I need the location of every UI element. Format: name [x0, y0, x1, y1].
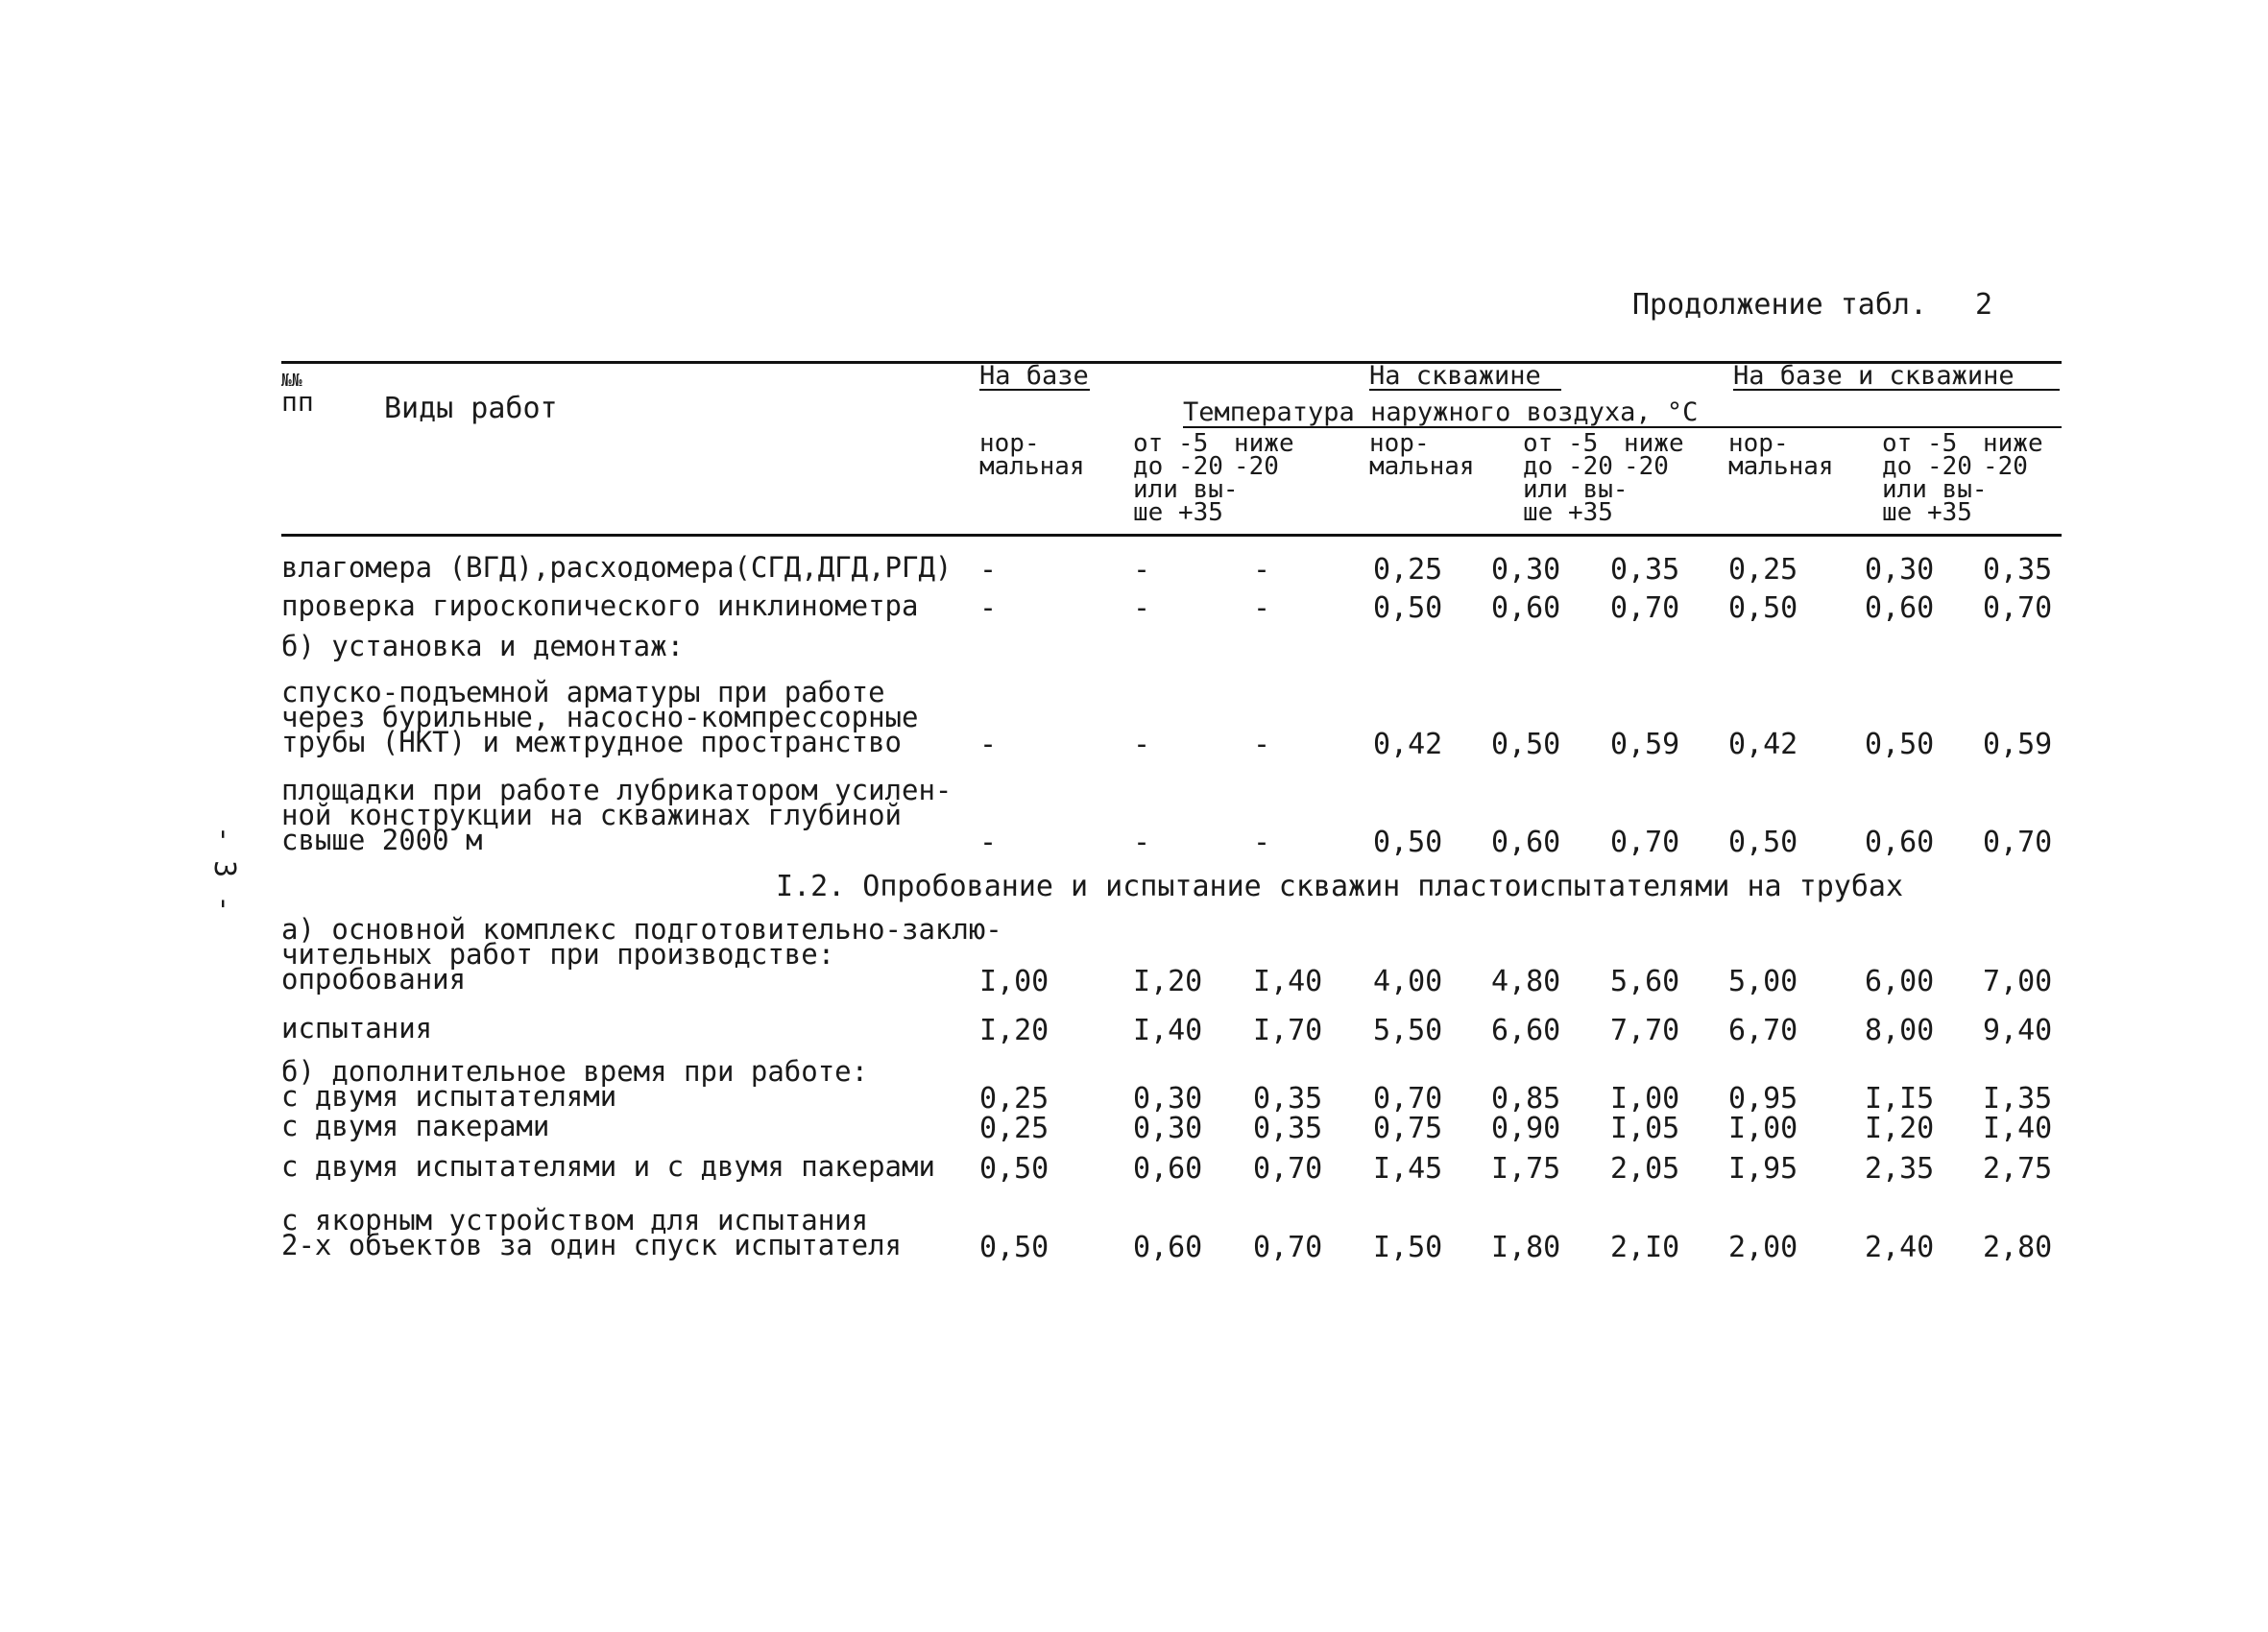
row-label-line: с двумя испытателями [281, 1080, 617, 1113]
row-value: 9,40 [1983, 1014, 2053, 1047]
row-value: I,20 [1865, 1112, 1935, 1145]
row-value: - [1253, 553, 1271, 587]
row-value: 0,60 [1865, 591, 1935, 625]
row-value: 0,50 [979, 1231, 1050, 1264]
header-subcol-line: нор- [1728, 429, 1789, 458]
row-value: 0,85 [1491, 1082, 1561, 1116]
row-value: I,35 [1983, 1082, 2053, 1116]
header-works-col: Виды работ [384, 392, 558, 425]
row-label-line: свыше 2000 м [281, 824, 483, 856]
row-value: 0,60 [1133, 1231, 1203, 1264]
header-subcol-g2-c3 [1624, 429, 1684, 481]
row-value: 0,70 [1253, 1231, 1323, 1264]
row-value: I,50 [1373, 1231, 1443, 1264]
row-value: - [1133, 553, 1151, 587]
row-label-line: б) дополнительное время при работе: [281, 1055, 869, 1088]
caption-text: Продолжение табл. [1632, 288, 1928, 322]
header-subcol-line: ниже [1983, 429, 2043, 458]
row-value: I,20 [1133, 965, 1203, 998]
row-value: - [979, 826, 998, 859]
row-value: 4,80 [1491, 965, 1561, 998]
row-value: 0,50 [1373, 826, 1443, 859]
row-label [281, 551, 953, 584]
header-subcol-line: ниже [1624, 429, 1684, 458]
row-label-line: б) установка и демонтаж: [281, 630, 685, 662]
header-subcol-g3-c1 [1728, 429, 1834, 481]
header-subcol-line: или вы- [1133, 475, 1239, 504]
row-label-line: чительных работ при производстве: [281, 938, 835, 971]
row-label [281, 676, 919, 758]
row-value: 2,00 [1728, 1231, 1798, 1264]
row-value: 5,00 [1728, 965, 1798, 998]
header-num-line-2: пп [281, 386, 314, 418]
header-subcol-line: -20 [1624, 452, 1669, 481]
page-mark [207, 826, 241, 918]
header-num-col [281, 371, 314, 418]
row-value: 2,05 [1610, 1152, 1680, 1186]
section-title: I.2. Опробование и испытание скважин пластоиспытателями на трубах [776, 870, 1903, 903]
row-label-line: трубы (НКТ) и межтрудное пространство [281, 726, 903, 758]
row-value: I,40 [1133, 1014, 1203, 1047]
row-value: 6,60 [1491, 1014, 1561, 1047]
header-subcol-g2-c1 [1369, 429, 1475, 481]
header-subcol-g1-c1 [979, 429, 1085, 481]
row-value: 8,00 [1865, 1014, 1935, 1047]
row-value: 2,75 [1983, 1152, 2053, 1186]
header-subcol-line: или вы- [1882, 475, 1988, 504]
row-label-line: влагомера (ВГД),расходомера(СГД,ДГД,РГД) [281, 551, 953, 584]
header-subcol-line: ниже [1234, 429, 1294, 458]
row-value: 7,70 [1610, 1014, 1680, 1047]
row-value: 0,35 [1253, 1082, 1323, 1116]
caption-number: 2 [1975, 288, 1993, 322]
row-value: 0,70 [1983, 826, 2053, 859]
row-value: 0,70 [1253, 1152, 1323, 1186]
row-label-line: через бурильные, насосно-компрессорные [281, 701, 919, 733]
row-value: 6,70 [1728, 1014, 1798, 1047]
header-subcol-line: или вы- [1523, 475, 1629, 504]
row-label [281, 1055, 869, 1113]
row-value: 0,25 [979, 1112, 1050, 1145]
row-value: 0,50 [1728, 591, 1798, 625]
row-value: 0,60 [1491, 826, 1561, 859]
row-label [281, 774, 953, 856]
header-subcol-line: -20 [1234, 452, 1279, 481]
header-subcol-g3-c3 [1983, 429, 2043, 481]
row-label [281, 630, 685, 662]
header-group-base-well: На базе и скважине [1733, 361, 2015, 391]
row-value: 0,50 [1491, 728, 1561, 761]
row-value: 0,50 [1728, 826, 1798, 859]
row-value: I,75 [1491, 1152, 1561, 1186]
row-value: 0,60 [1865, 826, 1935, 859]
row-value: I,45 [1373, 1152, 1443, 1186]
row-value: 0,50 [1373, 591, 1443, 625]
row-value: I,40 [1983, 1112, 2053, 1145]
header-subcol-line: до -20 [1523, 452, 1613, 481]
row-label-line: проверка гироскопического инклинометра [281, 589, 919, 622]
header-subcol-line: нор- [1369, 429, 1430, 458]
header-subcol-line: до -20 [1882, 452, 1972, 481]
header-subcol-line: ше +35 [1882, 498, 1972, 527]
header-subcol-line: ше +35 [1133, 498, 1223, 527]
row-value: 0,35 [1983, 553, 2053, 587]
row-value: 0,70 [1373, 1082, 1443, 1116]
table-caption [1632, 288, 1992, 322]
row-value: 0,25 [1373, 553, 1443, 587]
header-subcol-line: мальная [1728, 452, 1834, 481]
row-value: 0,42 [1373, 728, 1443, 761]
row-label [281, 1150, 935, 1183]
row-value: 0,42 [1728, 728, 1798, 761]
header-subcol-line: мальная [979, 452, 1085, 481]
header-subcol-g1-c3 [1234, 429, 1294, 481]
row-value: - [979, 553, 998, 587]
row-value: 2,I0 [1610, 1231, 1680, 1264]
header-subcol-line: мальная [1369, 452, 1475, 481]
header-group-well: На скважине [1369, 361, 1541, 391]
row-label [281, 1204, 903, 1261]
row-value: 2,35 [1865, 1152, 1935, 1186]
header-subcol-g3-c2 [1882, 429, 1988, 527]
row-value: 0,60 [1491, 591, 1561, 625]
row-value: 2,40 [1865, 1231, 1935, 1264]
row-value: 0,30 [1491, 553, 1561, 587]
row-value: I,80 [1491, 1231, 1561, 1264]
row-value: - [1253, 826, 1271, 859]
row-value: 5,50 [1373, 1014, 1443, 1047]
row-label-line: испытания [281, 1012, 433, 1044]
header-subcol-line: -20 [1983, 452, 2028, 481]
header-subcol-g2-c2 [1523, 429, 1629, 527]
row-value: 0,75 [1373, 1112, 1443, 1145]
row-value: 0,70 [1610, 591, 1680, 625]
header-subcol-line: ше +35 [1523, 498, 1613, 527]
row-value: 7,00 [1983, 965, 2053, 998]
row-value: 0,70 [1610, 826, 1680, 859]
row-value: 0,35 [1253, 1112, 1323, 1145]
header-subcol-line: нор- [979, 429, 1040, 458]
page-mark-text: - 3 - [207, 826, 241, 913]
row-label-line: спуско-подъемной арматуры при работе [281, 676, 885, 708]
row-value: 0,50 [1865, 728, 1935, 761]
row-value: 4,00 [1373, 965, 1443, 998]
row-value: - [1253, 728, 1271, 761]
row-label-line: с двумя пакерами [281, 1110, 550, 1142]
row-value: 0,25 [1728, 553, 1798, 587]
row-value: 0,60 [1133, 1152, 1203, 1186]
row-value: 0,90 [1491, 1112, 1561, 1145]
row-value: 0,30 [1133, 1082, 1203, 1116]
header-subcol-line: от -5 [1133, 429, 1209, 458]
row-value: I,70 [1253, 1014, 1323, 1047]
row-label-line: опробования [281, 963, 467, 996]
row-value: - [1253, 591, 1271, 625]
row-label-line: с двумя испытателями и с двумя пакерами [281, 1150, 935, 1183]
row-label-line: ной конструкции на скважинах глубиной [281, 799, 903, 831]
row-value: 2,80 [1983, 1231, 2053, 1264]
row-value: 0,25 [979, 1082, 1050, 1116]
row-label [281, 1110, 550, 1142]
header-group-base: На базе [979, 361, 1089, 391]
row-value: I,00 [979, 965, 1050, 998]
row-value: I,95 [1728, 1152, 1798, 1186]
header-subcol-line: до -20 [1133, 452, 1223, 481]
row-label [281, 589, 919, 622]
row-value: 0,59 [1983, 728, 2053, 761]
row-label-line: а) основной комплекс подготовительно-заклю- [281, 913, 1002, 946]
row-value: - [1133, 728, 1151, 761]
row-value: 0,95 [1728, 1082, 1798, 1116]
row-value: I,00 [1610, 1082, 1680, 1116]
row-label-line: площадки при работе лубрикатором усилен- [281, 774, 953, 806]
row-value: I,40 [1253, 965, 1323, 998]
row-value: - [979, 591, 998, 625]
header-subcol-line: от -5 [1523, 429, 1599, 458]
header-subcol-line: от -5 [1882, 429, 1958, 458]
row-value: 0,30 [1865, 553, 1935, 587]
row-value: 5,60 [1610, 965, 1680, 998]
row-value: - [979, 728, 998, 761]
row-value: I,I5 [1865, 1082, 1935, 1116]
row-value: - [1133, 591, 1151, 625]
row-value: 0,59 [1610, 728, 1680, 761]
header-num-line-1: №№ [281, 371, 302, 391]
row-value: I,00 [1728, 1112, 1798, 1145]
row-value: 6,00 [1865, 965, 1935, 998]
row-value: 0,50 [979, 1152, 1050, 1186]
header-subcol-g1-c2 [1133, 429, 1239, 527]
row-value: I,20 [979, 1014, 1050, 1047]
row-label-line: с якорным устройством для испытания [281, 1204, 869, 1236]
row-value: I,05 [1610, 1112, 1680, 1145]
row-value: 0,35 [1610, 553, 1680, 587]
row-label [281, 1012, 433, 1044]
row-label-line: 2-х объектов за один спуск испытателя [281, 1229, 903, 1261]
row-label [281, 913, 1002, 996]
row-value: - [1133, 826, 1151, 859]
row-value: 0,30 [1133, 1112, 1203, 1145]
header-temperature: Температура наружного воздуха, °С [1183, 397, 1699, 427]
header-bottom-rule [281, 534, 2062, 537]
row-value: 0,70 [1983, 591, 2053, 625]
